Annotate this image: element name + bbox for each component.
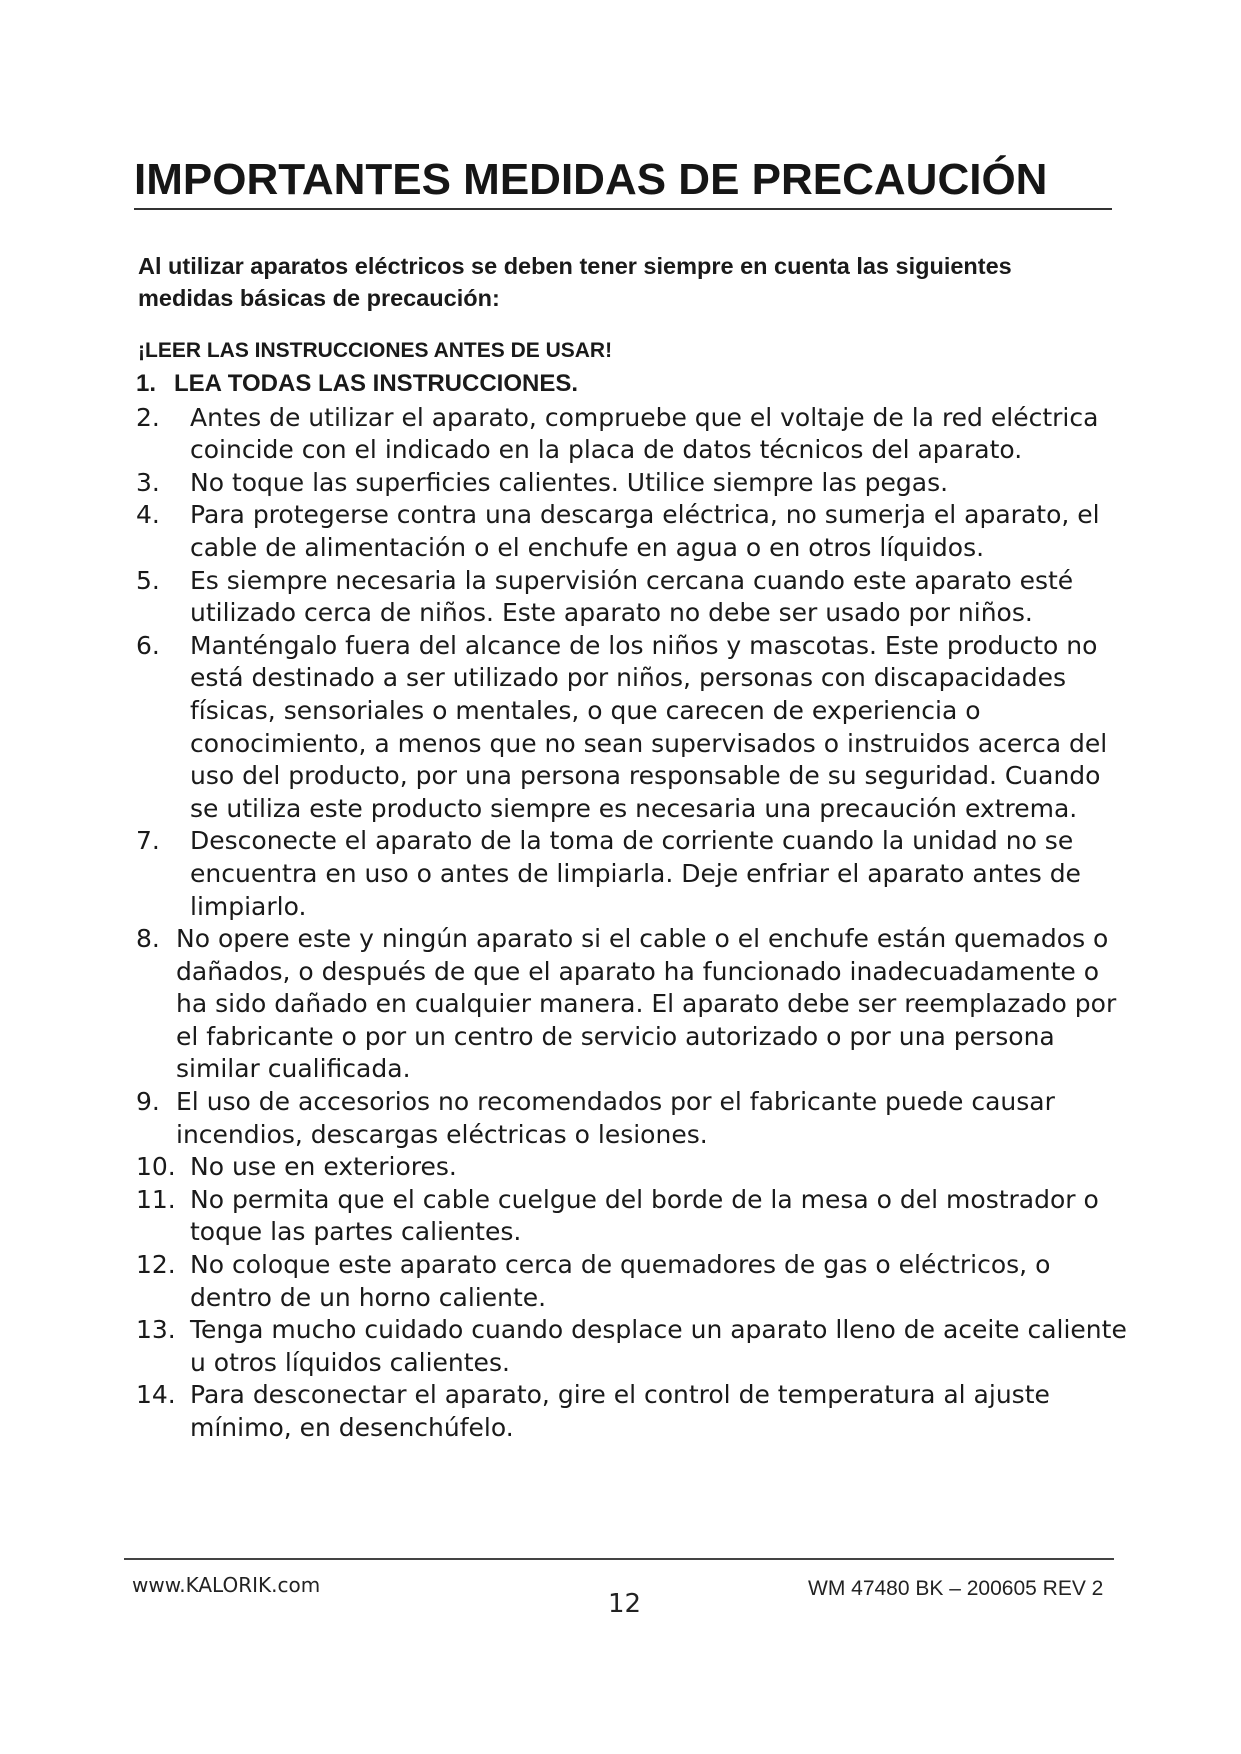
intro-paragraph: Al utilizar aparatos eléctricos se deben tener siempre en cuenta las siguientes medidas básicas de precaución: — [138, 253, 1012, 311]
item-number: 1. — [136, 370, 157, 397]
item-number: 6. — [136, 630, 160, 660]
item-text: Tenga mucho cuidado cuando desplace un aparato lleno de aceite caliente u otros líquidos calientes. — [190, 1315, 1127, 1377]
list-item — [136, 1184, 1136, 1249]
item-number: 4. — [136, 500, 160, 530]
item-text: Manténgalo fuera del alcance de los niños y mascotas. Este producto no está destinado a ser utilizado por niños, personas con discapacidades físicas, sensoriales o mentales, o que carecen de experiencia o conocimiento, a menos que no sean supervisados o instruidos acerca del uso del producto, por una persona responsable de su seguridad. Cuando se utiliza este producto siempre es necesaria una precaución extrema. — [190, 630, 1108, 823]
page-number: 12 — [608, 1589, 642, 1619]
list-item — [136, 1379, 1136, 1444]
precautions-list — [136, 368, 1136, 1445]
page-title: IMPORTANTES MEDIDAS DE PRECAUCIÓN — [134, 155, 1048, 204]
item-number: 14. — [136, 1380, 176, 1410]
item-text: Para protegerse contra una descarga eléctrica, no sumerja el aparato, el cable de alimentación o el enchufe en agua o en otros líquidos. — [190, 500, 1100, 562]
item-text: No permita que el cable cuelgue del borde de la mesa o del mostrador o toque las partes calientes. — [190, 1184, 1099, 1247]
list-item — [136, 923, 1136, 1086]
item-number: 7. — [136, 826, 160, 856]
list-item — [136, 825, 1136, 923]
list-item — [136, 1086, 1136, 1151]
item-text: LEA TODAS LAS INSTRUCCIONES. — [174, 370, 579, 397]
item-text: El uso de accesorios no recomendados por el fabricante puede causar incendios, descargas eléctricas o lesiones. — [176, 1087, 1055, 1149]
item-text: No opere este y ningún aparato si el cable o el enchufe están quemados o dañados, o después de que el aparato ha funcionado inadecuadamente o ha sido dañado en cualquier manera. El aparato debe ser reemplazado por el fabricante o por un centro de servicio autorizado o por una persona similar cualificada. — [176, 924, 1117, 1084]
item-number: 12. — [136, 1250, 176, 1280]
item-number: 2. — [136, 402, 160, 432]
item-number: 5. — [136, 565, 160, 595]
item-text: No coloque este aparato cerca de quemadores de gas o eléctricos, o dentro de un horno caliente. — [190, 1250, 1051, 1312]
item-text: Es siempre necesaria la supervisión cercana cuando este aparato esté utilizado cerca de niños. Este aparato no debe ser usado por niños. — [190, 565, 1074, 628]
title-divider — [134, 208, 1112, 210]
item-number: 13. — [136, 1315, 176, 1345]
item-text: No toque las superficies calientes. Utilice siempre las pegas. — [190, 467, 949, 497]
item-text: Para desconectar el aparato, gire el control de temperatura al ajuste mínimo, en desenchúfelo. — [190, 1380, 1050, 1442]
item-text: Antes de utilizar el aparato, compruebe que el voltaje de la red eléctrica coincide con el indicado en la placa de datos técnicos del aparato. — [190, 402, 1099, 465]
item-number: 9. — [136, 1087, 160, 1117]
item-number: 3. — [136, 467, 160, 497]
list-item — [136, 1151, 1136, 1184]
footer-website: www.KALORIK.com — [132, 1573, 321, 1597]
list-item — [136, 368, 1136, 401]
item-number: 10. — [136, 1152, 176, 1182]
list-item — [136, 565, 1136, 630]
list-item — [136, 1249, 1136, 1314]
footer-divider — [124, 1558, 1114, 1560]
list-item — [136, 467, 1136, 500]
list-item — [136, 1314, 1136, 1379]
footer-model-code: WM 47480 BK – 200605 REV 2 — [808, 1577, 1104, 1600]
item-number: 11. — [136, 1184, 176, 1214]
list-item — [136, 630, 1136, 826]
item-number: 8. — [136, 924, 160, 954]
read-instructions-warning: ¡LEER LAS INSTRUCCIONES ANTES DE USAR! — [138, 339, 613, 362]
list-item — [136, 499, 1136, 564]
item-text: Desconecte el aparato de la toma de corriente cuando la unidad no se encuentra en uso o antes de limpiarla. Deje enfriar el aparato antes de limpiarlo. — [190, 826, 1081, 921]
item-text: No use en exteriores. — [190, 1152, 457, 1182]
list-item — [136, 402, 1136, 467]
